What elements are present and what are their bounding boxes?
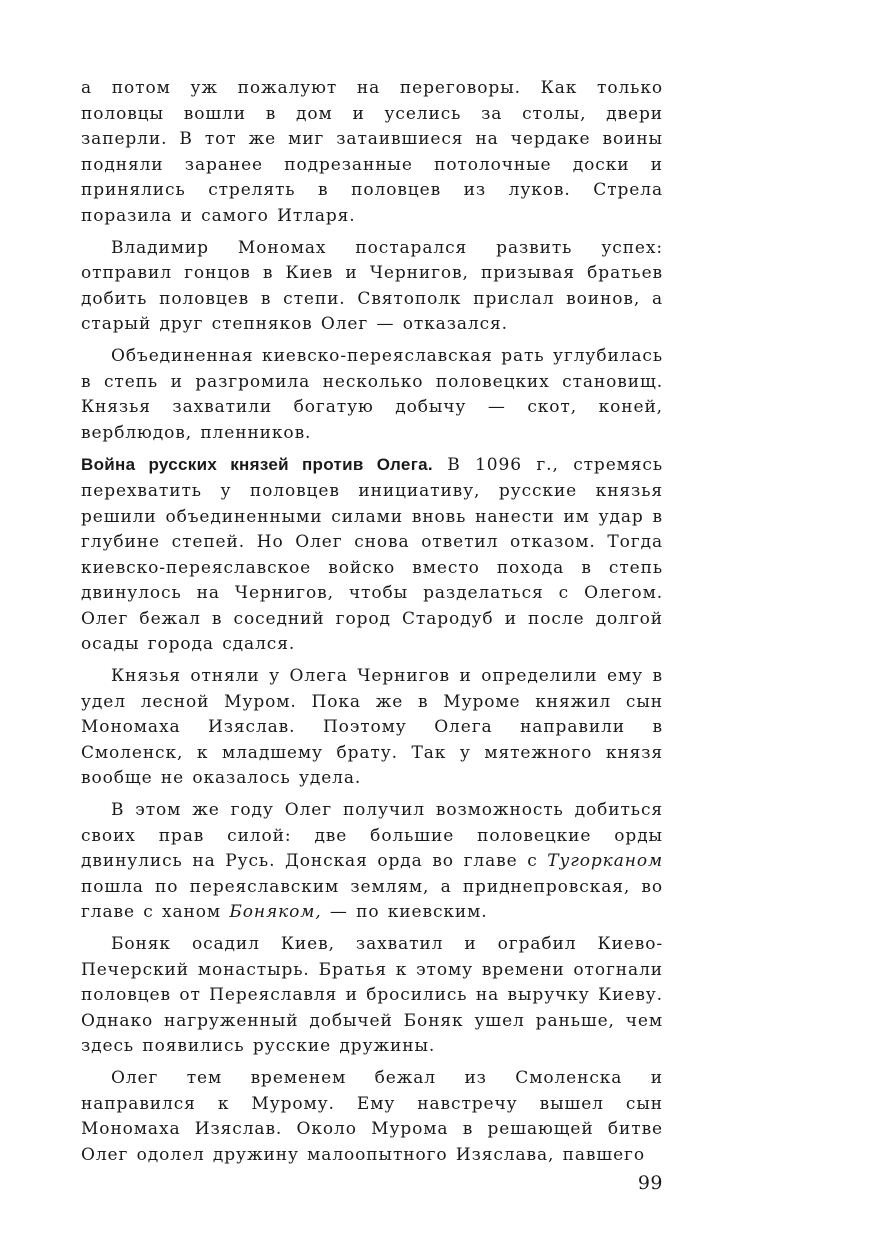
paragraph-text: пошла по переяславским землям, а приднепровская, во главе с ханом [81, 876, 663, 923]
paragraph-text: — по киевским. [321, 902, 488, 923]
paragraph: Олег тем временем бежал из Смоленска и направился к Мурому. Ему навстречу вышел сын Мономаха Изяслав. Около Мурома в решающей битве Олег одолел дружину малоопытного Изяслава, павшего [81, 1067, 663, 1165]
italic-name: Боняком, [229, 902, 322, 923]
page-body [81, 76, 663, 1174]
paragraph-with-heading [81, 452, 663, 658]
paragraph-text: В этом же году Олег получил возможность добиться своих прав силой: две большие половецкие орды двинулись на Русь. Донская орда во главе с [81, 800, 663, 872]
paragraph: Владимир Мономах постарался развить успех: отправил гонцов в Киев и Чернигов, призывая братьев добить половцев в степи. Святополк прислал воинов, а старый друг степняков Олег — отказался. [81, 237, 663, 335]
paragraph: а потом уж пожалуют на переговоры. Как только половцы вошли в дом и уселись за столы, двери заперли. В тот же миг затаившиеся на чердаке воины подняли заранее подрезанные потолочные доски и принялись стрелять в половцев из луков. Стрела поразила и самого Итларя. [81, 78, 663, 226]
page-number: 99 [637, 1172, 663, 1194]
italic-name: Тугорканом [547, 851, 663, 872]
paragraph-text: В 1096 г., стремясь перехватить у половцев инициативу, русские князья решили объединенными силами вновь нанести им удар в глубине степей. Но Олег снова ответил отказом. Тогда киевско-переяславское войско вместо похода в степь двинулось на Чернигов, чтобы разделаться с Олегом. Олег бежал в соседний город Стародуб и после долгой осады города сдался. [81, 455, 663, 655]
paragraph-with-italics [81, 798, 663, 926]
section-heading: Война русских князей против Олега. [81, 455, 433, 475]
paragraph: Объединенная киевско-переяславская рать углубилась в степь и разгромила несколько половецких становищ. Князья захватили богатую добычу — скот, коней, верблюдов, пленников. [81, 345, 663, 443]
paragraph: Боняк осадил Киев, захватил и ограбил Киево-Печерский монастырь. Братья к этому времени отогнали половцев от Переяславля и бросились на выручку Киеву. Однако нагруженный добычей Боняк ушел раньше, чем здесь появились русские дружины. [81, 934, 663, 1057]
paragraph: Князья отняли у Олега Чернигов и определили ему в удел лесной Муром. Пока же в Муроме княжил сын Мономаха Изяслав. Поэтому Олега направили в Смоленск, к младшему брату. Так у мятежного князя вообще не оказалось удела. [81, 666, 663, 789]
